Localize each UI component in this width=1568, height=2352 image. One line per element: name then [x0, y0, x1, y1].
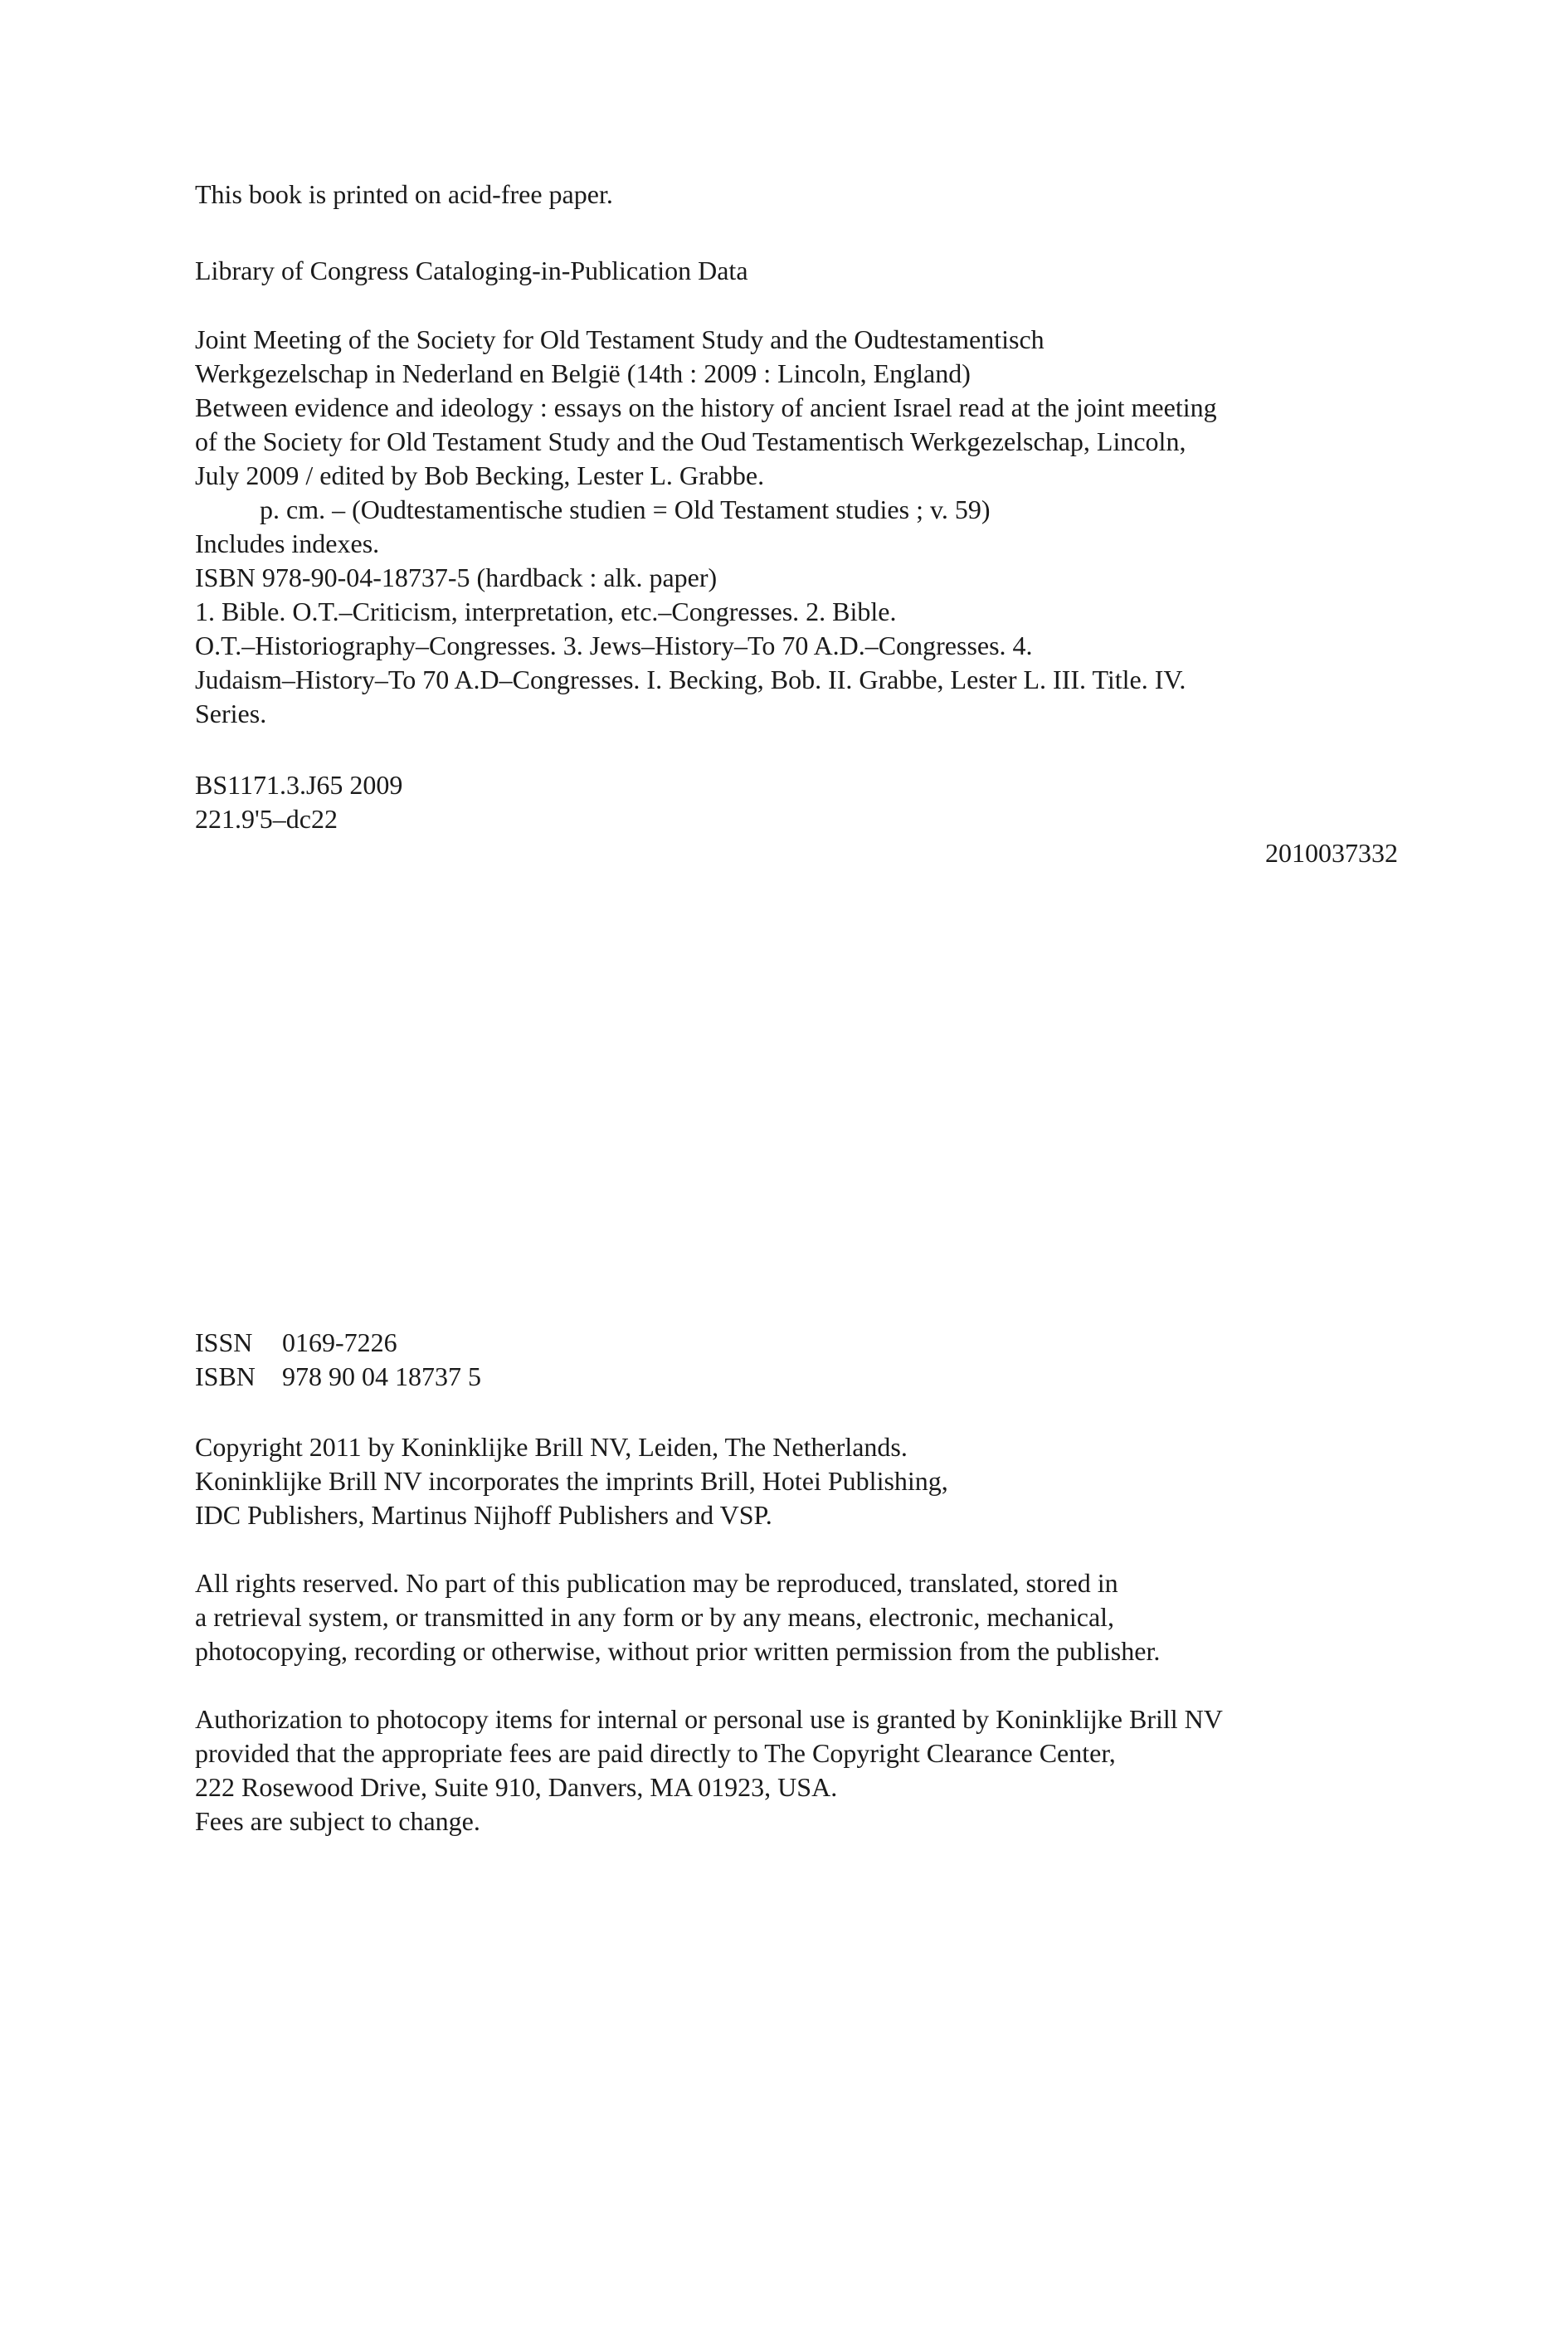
authorization-line: 222 Rosewood Drive, Suite 910, Danvers, MA 01923, USA.	[195, 1772, 838, 1802]
issn-label: ISSN	[195, 1327, 253, 1357]
authorization-notice	[195, 1702, 1398, 1838]
identifiers	[195, 1326, 1398, 1394]
isbn-label: ISBN	[195, 1361, 256, 1391]
cip-line: Between evidence and ideology : essays on the history of ancient Israel read at the joint meeting	[195, 392, 1217, 422]
acid-free-note	[195, 178, 1398, 212]
issn-value: 0169-7226	[282, 1327, 397, 1357]
rights-line: a retrieval system, or transmitted in any form or by any means, electronic, mechanical,	[195, 1602, 1115, 1632]
dewey-number: 221.9'5–dc22	[195, 804, 338, 834]
issn-row	[195, 1326, 1398, 1360]
lccn: 2010037332	[1265, 838, 1398, 868]
acid-free-note-text: This book is printed on acid-free paper.	[195, 179, 613, 209]
classification	[195, 768, 1398, 870]
authorization-line: provided that the appropriate fees are paid directly to The Copyright Clearance Center,	[195, 1738, 1116, 1768]
cip-line: of the Society for Old Testament Study and the Oud Testamentisch Werkgezelschap, Lincoln,	[195, 426, 1186, 456]
cip-line: 1. Bible. O.T.–Criticism, interpretation, etc.–Congresses. 2. Bible.	[195, 597, 897, 626]
rights-notice	[195, 1566, 1398, 1668]
cip-heading-text: Library of Congress Cataloging-in-Publication Data	[195, 256, 748, 285]
cip-line: Judaism–History–To 70 A.D–Congresses. I. Becking, Bob. II. Grabbe, Lester L. III. Title. IV.	[195, 665, 1186, 694]
cip-line: Werkgezelschap in Nederland en België (14th : 2009 : Lincoln, England)	[195, 358, 971, 388]
cip-line: Joint Meeting of the Society for Old Testament Study and the Oudtestamentisch	[195, 324, 1045, 354]
cip-line: Includes indexes.	[195, 528, 380, 558]
copyright-line: Koninklijke Brill NV incorporates the imprints Brill, Hotei Publishing,	[195, 1466, 948, 1496]
rights-line: photocopying, recording or otherwise, without prior written permission from the publisher.	[195, 1636, 1161, 1666]
cip-line: Series.	[195, 699, 267, 728]
isbn-value: 978 90 04 18737 5	[282, 1361, 481, 1391]
lccn-row	[195, 836, 1398, 870]
cip-record	[195, 323, 1398, 731]
copyright-line: IDC Publishers, Martinus Nijhoff Publishers and VSP.	[195, 1500, 772, 1530]
authorization-line: Authorization to photocopy items for internal or personal use is granted by Koninklijke Brill NV	[195, 1704, 1223, 1734]
cip-line: ISBN 978-90-04-18737-5 (hardback : alk. paper)	[195, 562, 718, 592]
authorization-line: Fees are subject to change.	[195, 1806, 480, 1836]
copyright-line: Copyright 2011 by Koninklijke Brill NV, Leiden, The Netherlands.	[195, 1432, 908, 1462]
cip-heading	[195, 254, 1398, 288]
cip-line: p. cm. – (Oudtestamentische studien = Old Testament studies ; v. 59)	[260, 494, 991, 524]
cip-line: July 2009 / edited by Bob Becking, Lester L. Grabbe.	[195, 460, 765, 490]
cip-line: O.T.–Historiography–Congresses. 3. Jews–History–To 70 A.D.–Congresses. 4.	[195, 631, 1033, 660]
isbn-row	[195, 1360, 1398, 1394]
copyright-notice	[195, 1430, 1398, 1532]
rights-line: All rights reserved. No part of this publication may be reproduced, translated, stored in	[195, 1568, 1118, 1598]
lc-call-number: BS1171.3.J65 2009	[195, 770, 403, 800]
